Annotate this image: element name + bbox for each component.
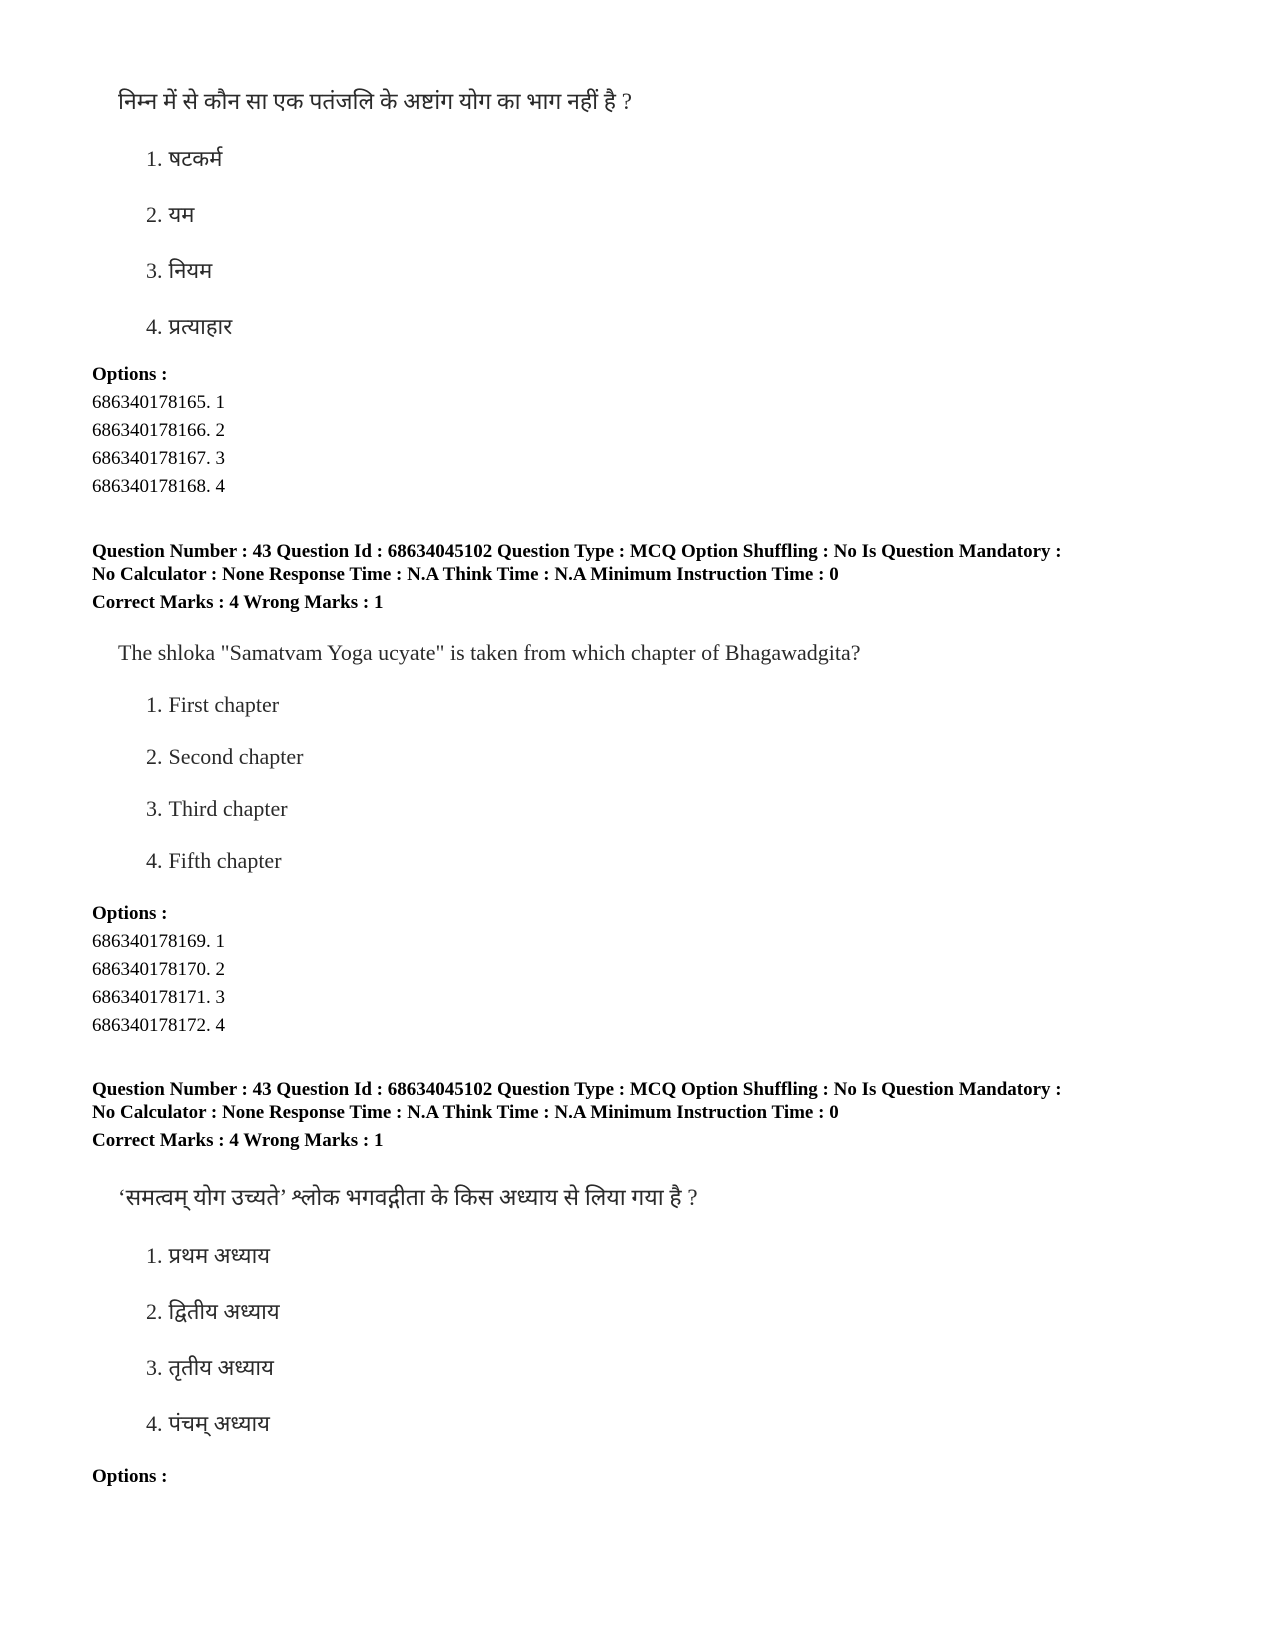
answer-option (146, 692, 279, 718)
question-meta-line: No Calculator : None Response Time : N.A Think Time : N.A Minimum Instruction Time : 0 (92, 564, 839, 585)
options-heading: Options : (92, 364, 168, 385)
question-meta-line: Question Number : 43 Question Id : 68634045102 Question Type : MCQ Option Shuffling : No Is Question Mandatory : (92, 541, 1062, 562)
option-label: द्वितीय अध्याय (168, 1299, 280, 1324)
option-id: 686340178167. 3 (92, 448, 225, 469)
question-text: निम्न में से कौन सा एक पतंजलि के अष्टांग योग का भाग नहीं है ? (118, 89, 632, 114)
answer-option (146, 255, 212, 285)
answer-option (146, 1296, 280, 1326)
answer-option (146, 1240, 270, 1270)
question-meta-line: Question Number : 43 Question Id : 68634045102 Question Type : MCQ Option Shuffling : No Is Question Mandatory : (92, 1079, 1062, 1100)
question-text: ‘समत्वम् योग उच्यते’ श्लोक भगवद्गीता के किस अध्याय से लिया गया है ? (118, 1185, 698, 1210)
question-meta-line: No Calculator : None Response Time : N.A Think Time : N.A Minimum Instruction Time : 0 (92, 1102, 839, 1123)
answer-option (146, 1408, 270, 1438)
option-id: 686340178170. 2 (92, 959, 225, 980)
option-number: 2. (146, 1299, 163, 1324)
option-label: प्रथम अध्याय (168, 1243, 271, 1268)
option-number: 4. (146, 848, 163, 873)
answer-option (146, 311, 232, 341)
option-label: षटकर्म (168, 146, 223, 171)
options-heading: Options : (92, 903, 168, 924)
option-label: नियम (168, 258, 213, 283)
option-id: 686340178171. 3 (92, 987, 225, 1008)
option-label: प्रत्याहार (168, 314, 233, 339)
answer-option (146, 199, 194, 229)
question-text: The shloka "Samatvam Yoga ucyate" is taken from which chapter of Bhagawadgita? (118, 640, 861, 665)
option-label: Second chapter (168, 744, 304, 769)
option-number: 1. (146, 692, 163, 717)
option-id: 686340178172. 4 (92, 1015, 225, 1036)
option-label: यम (168, 202, 195, 227)
option-number: 1. (146, 1243, 163, 1268)
answer-option (146, 796, 288, 822)
option-label: Fifth chapter (168, 848, 282, 873)
option-number: 4. (146, 314, 163, 339)
option-number: 3. (146, 796, 163, 821)
question-marks: Correct Marks : 4 Wrong Marks : 1 (92, 592, 384, 613)
option-number: 1. (146, 146, 163, 171)
question-marks: Correct Marks : 4 Wrong Marks : 1 (92, 1130, 384, 1151)
answer-option (146, 143, 222, 173)
answer-option (146, 1352, 274, 1382)
option-label: First chapter (168, 692, 280, 717)
option-number: 3. (146, 1355, 163, 1380)
answer-option (146, 848, 282, 874)
option-label: पंचम् अध्याय (168, 1411, 270, 1436)
option-label: Third chapter (168, 796, 288, 821)
option-label: तृतीय अध्याय (168, 1355, 274, 1380)
answer-option (146, 744, 304, 770)
option-number: 3. (146, 258, 163, 283)
option-id: 686340178165. 1 (92, 392, 225, 413)
option-number: 4. (146, 1411, 163, 1436)
option-number: 2. (146, 202, 163, 227)
options-heading: Options : (92, 1466, 168, 1487)
option-id: 686340178168. 4 (92, 476, 225, 497)
option-number: 2. (146, 744, 163, 769)
option-id: 686340178166. 2 (92, 420, 225, 441)
option-id: 686340178169. 1 (92, 931, 225, 952)
